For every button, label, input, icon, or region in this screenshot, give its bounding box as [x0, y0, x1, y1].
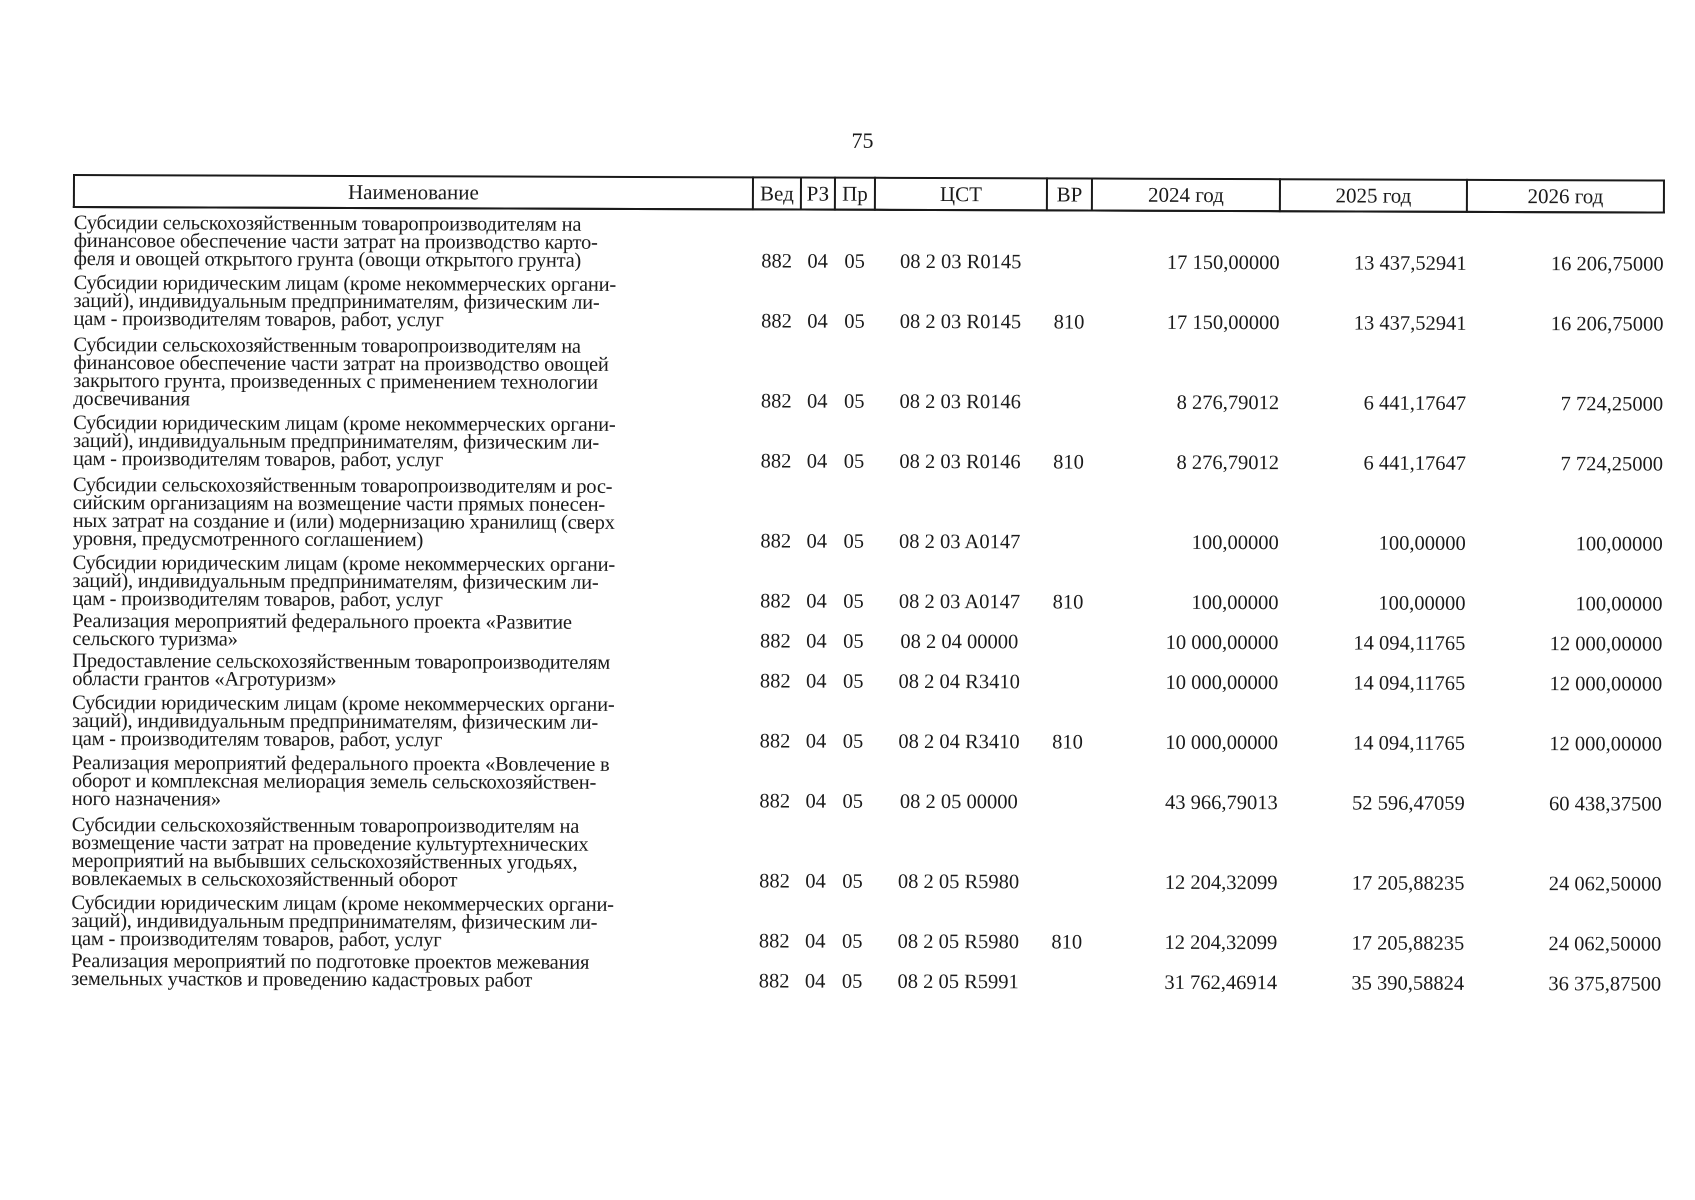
cell-vr: 810 — [1051, 931, 1083, 954]
cell-y2026: 100,00000 — [1575, 533, 1663, 556]
row-name-line: заций), индивидуальным предпринимателям, физическим ли- — [72, 570, 599, 594]
row-name-line: возмещение части затрат на проведение культуртехнических — [71, 831, 589, 856]
cell-rz: 04 — [806, 450, 828, 473]
cell-ved: 882 — [760, 390, 792, 413]
cell-y2026: 12 000,00000 — [1549, 673, 1663, 696]
cell-y2026: 24 062,50000 — [1548, 933, 1662, 956]
row-name-line: Субсидии юридическим лицам (кроме некоммерческих органи- — [71, 891, 614, 916]
cell-y2025: 17 205,88235 — [1351, 872, 1465, 895]
cell-rz: 04 — [806, 530, 828, 553]
cell-y2026: 12 000,00000 — [1549, 733, 1663, 756]
cell-ved: 882 — [760, 590, 791, 613]
cell-cst: 08 2 03 A0147 — [899, 530, 1021, 554]
cell-cst: 08 2 03 R0146 — [899, 390, 1021, 414]
cell-y2024: 100,00000 — [1191, 591, 1279, 615]
cell-ved: 882 — [758, 970, 790, 993]
cell-cst: 08 2 03 R0145 — [900, 250, 1022, 274]
row-name-line: ных затрат на создание и (или) модернизацию хранилищ (сверх — [72, 510, 615, 534]
row-name-line: мероприятий на выбывших сельскохозяйственных угодьях, — [71, 849, 578, 874]
row-name-line: цам - производителям товаров, работ, услуг — [71, 728, 443, 752]
cell-vr: 810 — [1053, 451, 1084, 474]
table-row — [71, 888, 1661, 954]
row-name — [73, 328, 752, 410]
cell-y2026: 36 375,87500 — [1548, 973, 1662, 996]
cell-vr — [1046, 471, 1091, 551]
cell-rz: 04 — [805, 870, 826, 893]
table-row — [73, 268, 1663, 334]
cell-cst: 08 2 03 R0146 — [899, 450, 1021, 474]
cell-rz: 04 — [805, 670, 827, 693]
cell-y2024: 8 276,79012 — [1176, 391, 1280, 415]
cell-rz: 04 — [805, 730, 827, 753]
cell-y2024: 10 000,00000 — [1165, 671, 1279, 695]
cell-ved: 882 — [761, 250, 793, 273]
row-name-line: Субсидии сельскохозяйственным товаропроизводителям и рос- — [72, 474, 613, 498]
row-name-line: Субсидии юридическим лицам (кроме некоммерческих органи- — [72, 692, 615, 716]
row-name-line: земельных участков и проведению кадастровых работ — [71, 967, 533, 992]
cell-rz: 04 — [805, 930, 826, 953]
cell-vr — [1046, 331, 1091, 411]
cell-cst: 08 2 04 00000 — [900, 630, 1019, 654]
cell-y2024: 10 000,00000 — [1165, 631, 1279, 655]
row-name — [72, 808, 751, 890]
table-row — [72, 808, 1662, 894]
cell-ved: 882 — [758, 930, 790, 953]
cell-y2025: 14 094,11765 — [1353, 632, 1466, 655]
row-name — [73, 408, 752, 470]
row-name-line: Субсидии юридическим лицам (кроме некоммерческих органи- — [73, 412, 616, 436]
col-header-rz: РЗ — [801, 178, 835, 210]
row-name-line: Субсидии сельскохозяйственным товаропроизводителям на — [71, 813, 580, 838]
cell-ved: 882 — [759, 630, 791, 653]
row-name-line: области грантов «Агротуризм» — [72, 668, 337, 691]
cell-y2026: 7 724,25000 — [1560, 453, 1664, 476]
row-name-line: цам - производителям товаров, работ, услуг — [71, 927, 442, 952]
cell-vr: 810 — [1052, 731, 1083, 754]
table-row — [73, 408, 1663, 474]
cell-vr — [1045, 651, 1090, 691]
cell-rz: 04 — [804, 970, 826, 993]
row-name — [71, 948, 750, 990]
cell-y2024: 12 204,32099 — [1164, 871, 1278, 895]
col-header-ved: Вед — [753, 177, 801, 209]
cell-pr: 05 — [842, 870, 863, 893]
cell-y2024: 31 762,46914 — [1164, 971, 1278, 995]
cell-pr: 05 — [842, 670, 864, 693]
row-name-line: финансовое обеспечение части затрат на производство карто- — [73, 230, 598, 254]
cell-vr: 810 — [1053, 311, 1085, 334]
cell-y2024: 12 204,32099 — [1164, 931, 1278, 955]
row-name-line: финансовое обеспечение части затрат на производство овощей — [73, 352, 609, 376]
row-name — [74, 207, 753, 270]
row-name-line: заций), индивидуальным предпринимателям, физическим ли- — [73, 430, 599, 454]
cell-y2025: 100,00000 — [1378, 592, 1466, 615]
cell-rz: 04 — [805, 790, 827, 813]
cell-cst: 08 2 03 R0145 — [899, 310, 1022, 334]
table-row — [71, 948, 1661, 994]
cell-y2025: 13 437,52941 — [1353, 252, 1467, 275]
table-row — [73, 328, 1663, 414]
row-name — [72, 608, 751, 650]
table-row — [72, 688, 1662, 754]
cell-cst: 08 2 05 R5980 — [897, 870, 1020, 894]
cell-y2025: 6 441,17647 — [1363, 452, 1467, 475]
row-name-line: досвечивания — [73, 388, 190, 411]
row-name-line: Субсидии сельскохозяйственным товаропроизводителям на — [73, 212, 582, 236]
cell-vr — [1044, 951, 1089, 991]
row-name — [72, 648, 751, 690]
cell-y2026: 16 206,75000 — [1550, 253, 1664, 276]
table-row — [73, 468, 1663, 554]
cell-y2025: 52 596,47059 — [1352, 792, 1465, 815]
table-row — [72, 548, 1662, 614]
cell-y2024: 10 000,00000 — [1165, 731, 1279, 755]
row-name-line: Предоставление сельскохозяйственным товаропроизводителям — [72, 650, 611, 674]
col-header-name: Наименование — [74, 175, 753, 209]
cell-y2025: 6 441,17647 — [1363, 392, 1467, 415]
row-name-line: закрытого грунта, произведенных с применением технологии — [73, 370, 598, 394]
col-header-pr: Пр — [835, 178, 875, 210]
table-row — [72, 748, 1662, 814]
cell-pr: 05 — [842, 790, 864, 813]
cell-y2024: 100,00000 — [1191, 531, 1279, 555]
row-name-line: Субсидии юридическим лицам (кроме некоммерческих органи- — [72, 552, 616, 576]
row-name — [72, 748, 751, 810]
cell-pr: 05 — [842, 730, 864, 753]
cell-cst: 08 2 04 R3410 — [898, 670, 1020, 694]
cell-cst: 08 2 04 R3410 — [898, 730, 1020, 754]
row-name-line: уровня, предусмотренного соглашением) — [72, 528, 424, 552]
cell-rz: 04 — [806, 590, 827, 613]
row-name-line: сельского туризма» — [72, 628, 238, 651]
cell-ved: 882 — [759, 870, 790, 893]
cell-vr — [1045, 811, 1090, 891]
cell-pr: 05 — [841, 970, 863, 993]
row-name — [71, 888, 750, 950]
row-name-line: заций), индивидуальным предпринимателям, физическим ли- — [71, 909, 598, 934]
row-name — [72, 548, 751, 610]
row-name-line: феля и овощей открытого грунта (овощи открытого грунта) — [73, 248, 582, 272]
row-name — [72, 688, 751, 750]
col-header-vr: ВР — [1047, 178, 1092, 210]
budget-table — [70, 174, 1665, 994]
row-name-line: Субсидии сельскохозяйственным товаропроизводителям на — [73, 334, 581, 358]
cell-pr: 05 — [843, 530, 865, 553]
cell-y2026: 12 000,00000 — [1549, 633, 1663, 656]
cell-vr: 810 — [1052, 591, 1084, 614]
cell-ved: 882 — [760, 450, 792, 473]
cell-ved: 882 — [761, 310, 792, 333]
row-name-line: Реализация мероприятий федерального проекта «Вовлечение в — [71, 751, 610, 776]
cell-vr — [1045, 611, 1090, 651]
cell-pr: 05 — [843, 590, 864, 613]
cell-pr: 05 — [844, 310, 865, 333]
row-name-line: Реализация мероприятий федерального проекта «Развитие — [72, 610, 572, 634]
col-header-cst: ЦСТ — [875, 178, 1047, 211]
cell-y2024: 17 150,00000 — [1166, 311, 1280, 335]
cell-y2026: 16 206,75000 — [1550, 313, 1664, 336]
row-name-line: заций), индивидуальным предпринимателям, физическим ли- — [72, 710, 599, 734]
cell-rz: 04 — [807, 250, 828, 273]
col-header-2024: 2024 год — [1092, 179, 1280, 212]
cell-y2025: 13 437,52941 — [1353, 312, 1467, 335]
row-name-line: сийским организациям на возмещение части прямых понесен- — [72, 492, 605, 516]
cell-y2026: 60 438,37500 — [1549, 793, 1662, 816]
cell-rz: 04 — [806, 390, 828, 413]
cell-cst: 08 2 05 R5980 — [897, 930, 1020, 954]
table-row — [72, 608, 1662, 654]
table-body — [71, 207, 1664, 994]
cell-rz: 04 — [806, 630, 827, 653]
cell-cst: 08 2 05 R5991 — [897, 970, 1019, 994]
row-name-line: Реализация мероприятий по подготовке проектов межевания — [71, 949, 590, 974]
row-name-line: цам - производителям товаров, работ, услуг — [73, 308, 444, 332]
table-row — [74, 207, 1664, 274]
cell-cst: 08 2 05 00000 — [899, 790, 1018, 814]
cell-ved: 882 — [759, 730, 791, 753]
col-header-2025: 2025 год — [1280, 179, 1467, 212]
cell-y2025: 14 094,11765 — [1353, 672, 1466, 695]
cell-y2024: 17 150,00000 — [1166, 251, 1280, 275]
col-header-2026: 2026 год — [1467, 180, 1664, 213]
cell-y2024: 8 276,79012 — [1176, 451, 1280, 475]
cell-y2026: 100,00000 — [1575, 593, 1663, 616]
row-name-line: Субсидии юридическим лицам (кроме некоммерческих органи- — [73, 272, 616, 296]
cell-y2025: 100,00000 — [1378, 532, 1466, 555]
row-name-line: цам - производителям товаров, работ, услуг — [72, 448, 444, 472]
row-name-line: цам - производителям товаров, работ, услуг — [72, 588, 443, 612]
cell-y2025: 17 205,88235 — [1351, 932, 1465, 955]
cell-ved: 882 — [759, 670, 791, 693]
cell-vr — [1045, 751, 1090, 811]
row-name — [73, 468, 752, 550]
cell-vr — [1047, 210, 1092, 271]
cell-cst: 08 2 03 A0147 — [898, 590, 1021, 614]
page-number: 75 — [851, 128, 874, 153]
cell-y2024: 43 966,79013 — [1165, 791, 1278, 815]
cell-pr: 05 — [842, 930, 863, 953]
cell-rz: 04 — [807, 310, 828, 333]
cell-pr: 05 — [843, 390, 865, 413]
cell-ved: 882 — [760, 530, 792, 553]
cell-y2026: 7 724,25000 — [1560, 393, 1664, 416]
cell-pr: 05 — [844, 250, 865, 273]
cell-pr: 05 — [843, 630, 864, 653]
row-name-line: ного назначения» — [71, 787, 221, 811]
cell-y2025: 35 390,58824 — [1351, 972, 1465, 995]
cell-pr: 05 — [843, 450, 865, 473]
cell-y2025: 14 094,11765 — [1352, 732, 1466, 755]
cell-ved: 882 — [759, 790, 791, 813]
row-name-line: заций), индивидуальным предпринимателям, физическим ли- — [73, 290, 600, 314]
row-name-line: оборот и комплексная мелиорация земель сельскохозяйствен- — [71, 769, 597, 794]
table-row — [72, 648, 1662, 694]
cell-y2026: 24 062,50000 — [1548, 873, 1662, 896]
row-name — [73, 268, 752, 330]
row-name-line: вовлекаемых в сельскохозяйственный оборот — [71, 867, 458, 892]
